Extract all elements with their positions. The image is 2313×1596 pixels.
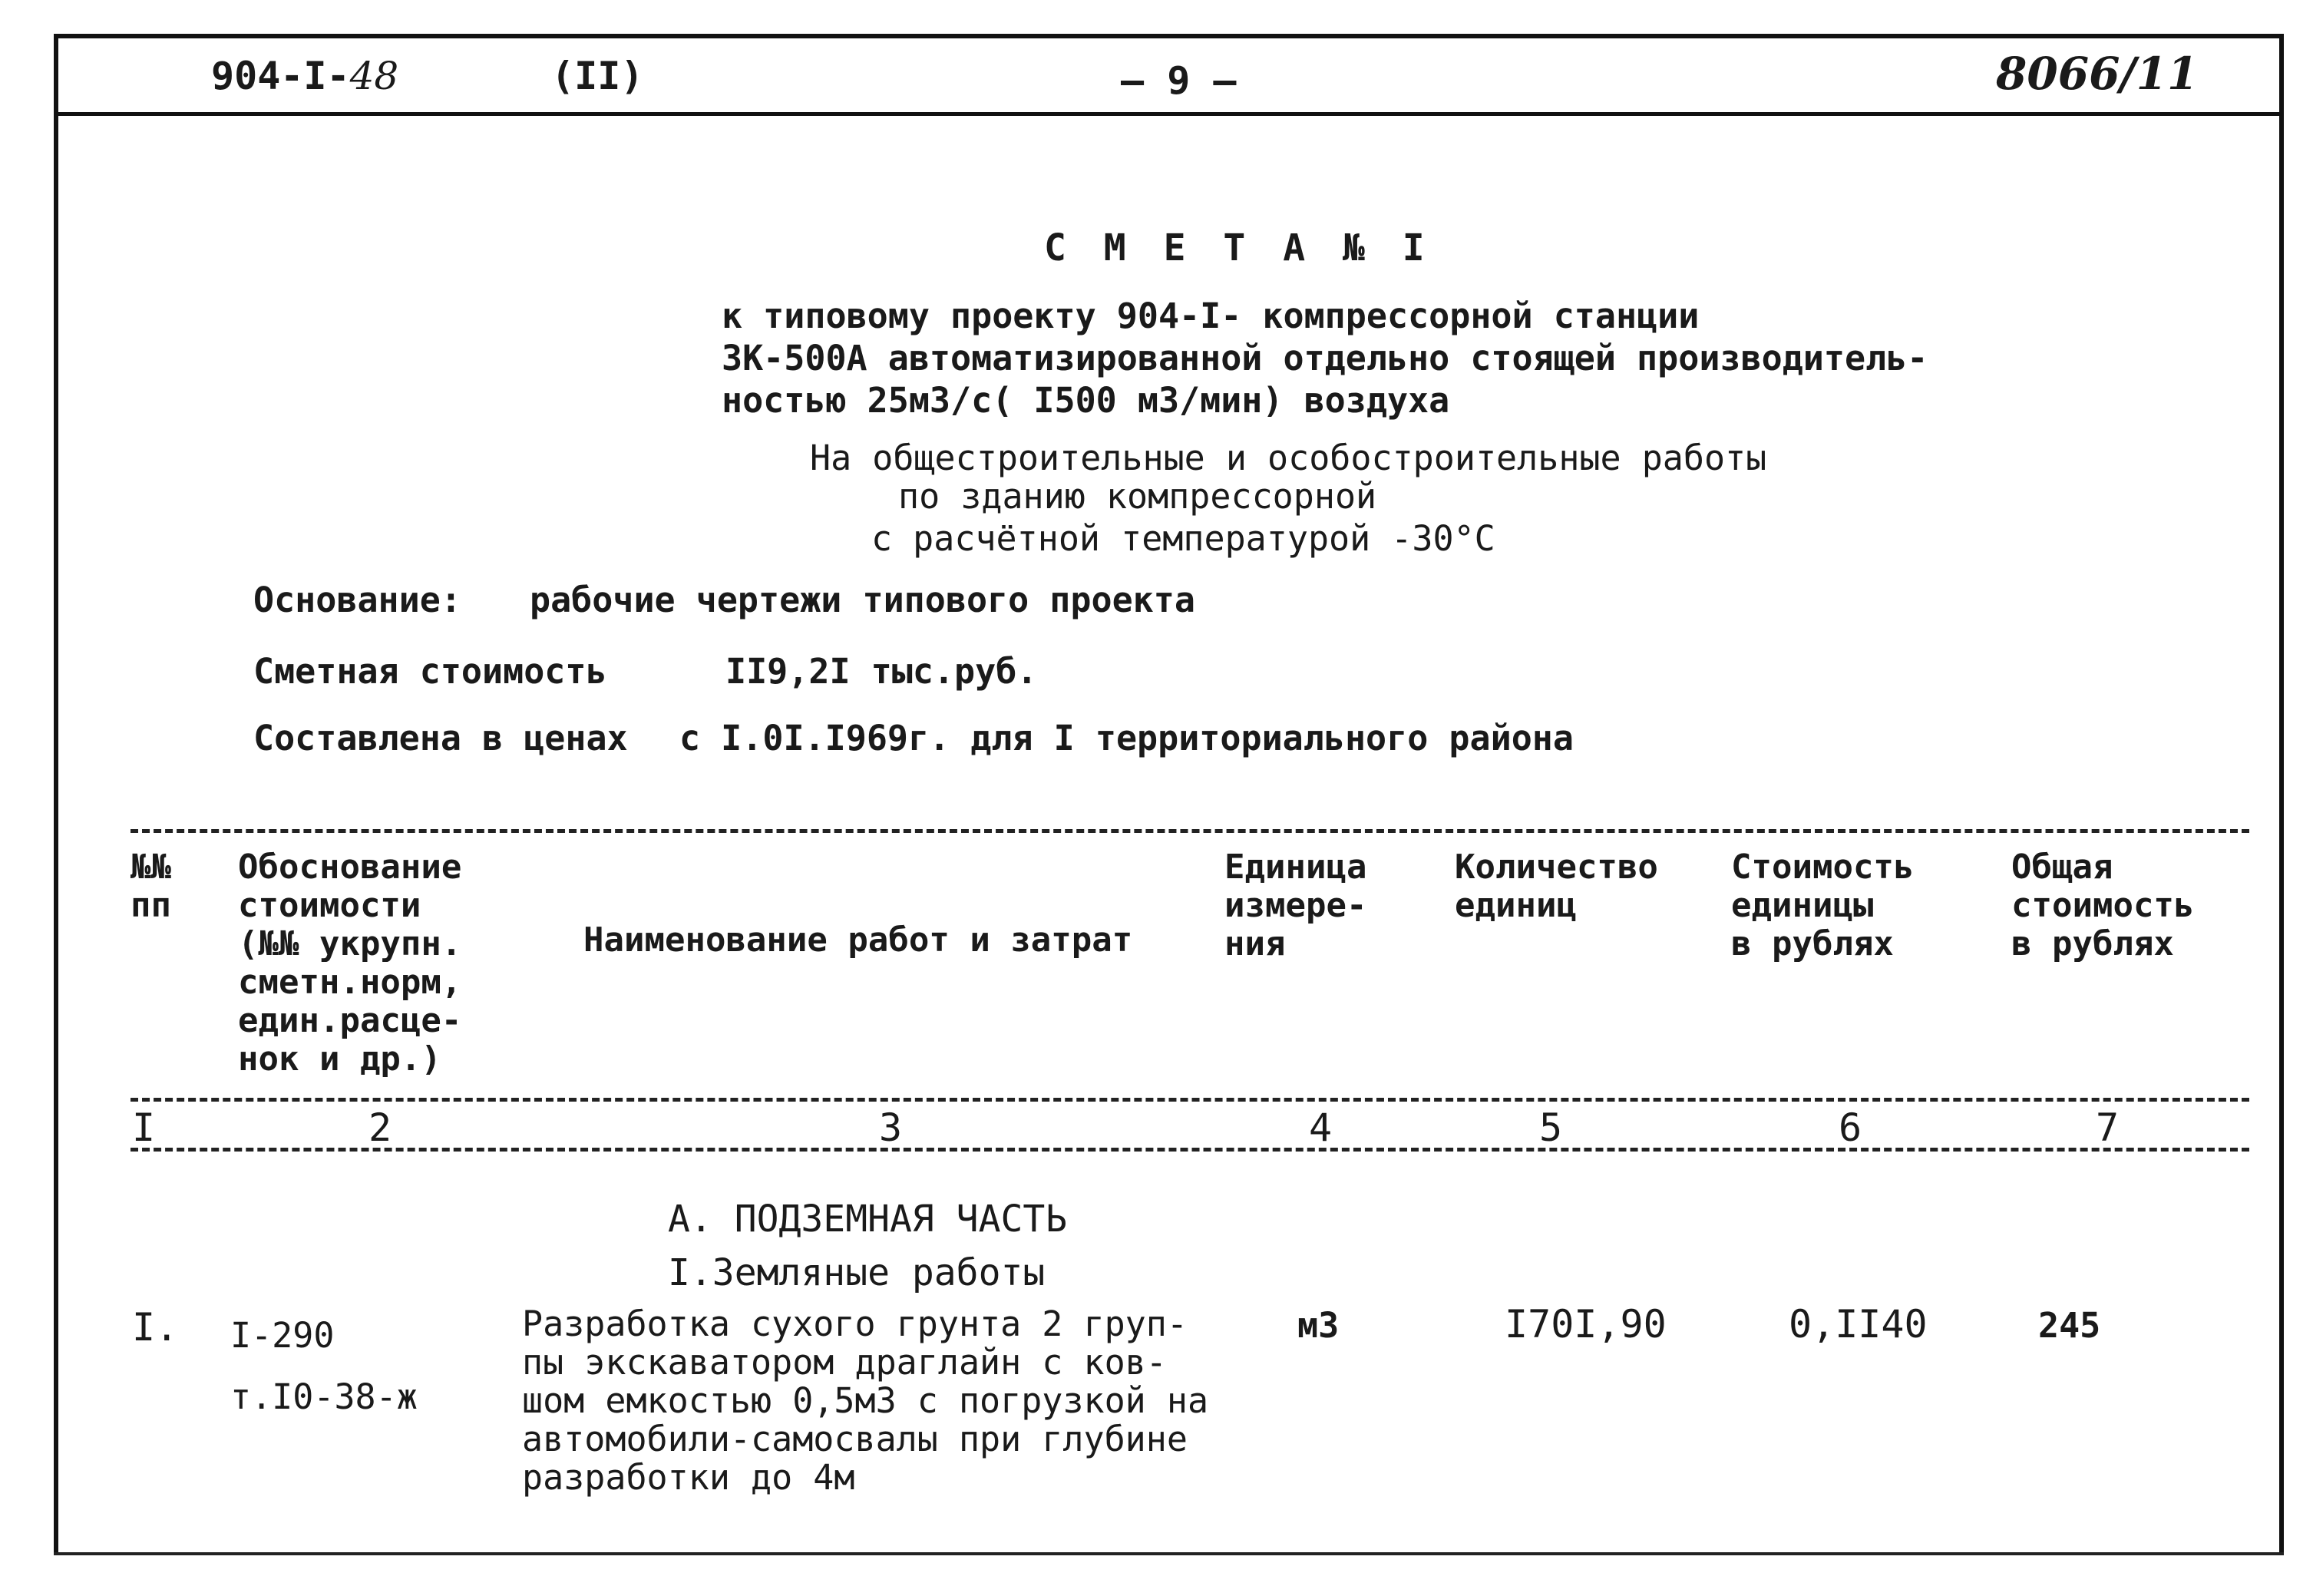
page-number: – 9 –	[1121, 58, 1237, 103]
col-header-total-cost: Общая стоимость в рублях	[2011, 848, 2195, 963]
title-line-6: с расчётной температурой -30°С	[871, 518, 1495, 559]
section-title: А. ПОДЗЕМНАЯ ЧАСТЬ	[668, 1198, 1068, 1241]
prices-label: Составлена в ценах	[253, 718, 628, 758]
header-divider	[54, 112, 2284, 116]
row-1-no: I.	[132, 1305, 179, 1350]
col-number-6: 6	[1839, 1105, 1862, 1150]
col-header-unit: Единица измере- ния	[1224, 848, 1367, 963]
col-number-2: 2	[368, 1105, 392, 1150]
row-1-name: Разработка сухого грунта 2 груп- пы экскаватором драглайн с ков- шом емкостью 0,5м3 с погрузкой на автомобили-самосвалы при глубине разработки до 4м	[522, 1304, 1209, 1498]
sheet-number: 8066/11	[1996, 48, 2199, 100]
row-1-basis: I-290 т.I0-38-ж	[230, 1315, 418, 1417]
title-line-5: по зданию компрессорной	[898, 476, 1377, 517]
col-number-4: 4	[1309, 1105, 1333, 1150]
table-numbers-rule	[131, 1148, 2249, 1152]
row-1-total-cost: 245	[2038, 1305, 2101, 1346]
table-header-rule	[131, 1098, 2249, 1102]
col-number-3: 3	[879, 1105, 903, 1150]
basis-value: рабочие чертежи типового проекта	[530, 580, 1195, 620]
col-number-7: 7	[2096, 1105, 2120, 1150]
project-code: 904-I-48	[211, 54, 399, 98]
title-line-1: к типовому проекту 904-I- компрессорной станции	[722, 296, 1700, 336]
subsection-title: I.Земляные работы	[668, 1251, 1046, 1294]
title-line-3: ностью 25м3/с( I500 м3/мин) воздуха	[722, 380, 1450, 421]
title-line-4: На общестроительные и особостроительные работы	[810, 438, 1767, 478]
col-number-5: 5	[1539, 1105, 1563, 1150]
document-heading: С М Е Т А № I	[1044, 226, 1432, 269]
cost-value: II9,2I тыс.руб.	[725, 651, 1038, 692]
basis-label: Основание:	[253, 580, 461, 620]
title-line-2: 3К-500А автоматизированной отдельно стоящей производитель-	[722, 338, 1928, 378]
col-header-name: Наименование работ и затрат	[583, 920, 1133, 960]
col-header-unit-cost: Стоимость единицы в рублях	[1731, 848, 1915, 963]
bottom-divider	[54, 1552, 2284, 1555]
part-number: (II)	[551, 54, 644, 98]
cost-label: Сметная стоимость	[253, 651, 607, 692]
prices-value: с I.0I.I969г. для I территориального района	[679, 718, 1574, 758]
col-number-1: I	[132, 1105, 156, 1150]
col-header-no: №№ пп	[131, 848, 171, 925]
col-header-quantity: Количество единиц	[1455, 848, 1658, 925]
table-top-rule	[131, 829, 2249, 833]
row-1-unit-cost: 0,II40	[1789, 1302, 1928, 1347]
col-header-basis: Обоснование стоимости (№№ укрупн. сметн.норм, един.расце- нок и др.)	[238, 848, 462, 1079]
row-1-quantity: I70I,90	[1505, 1302, 1667, 1347]
row-1-unit: м3	[1297, 1305, 1340, 1346]
